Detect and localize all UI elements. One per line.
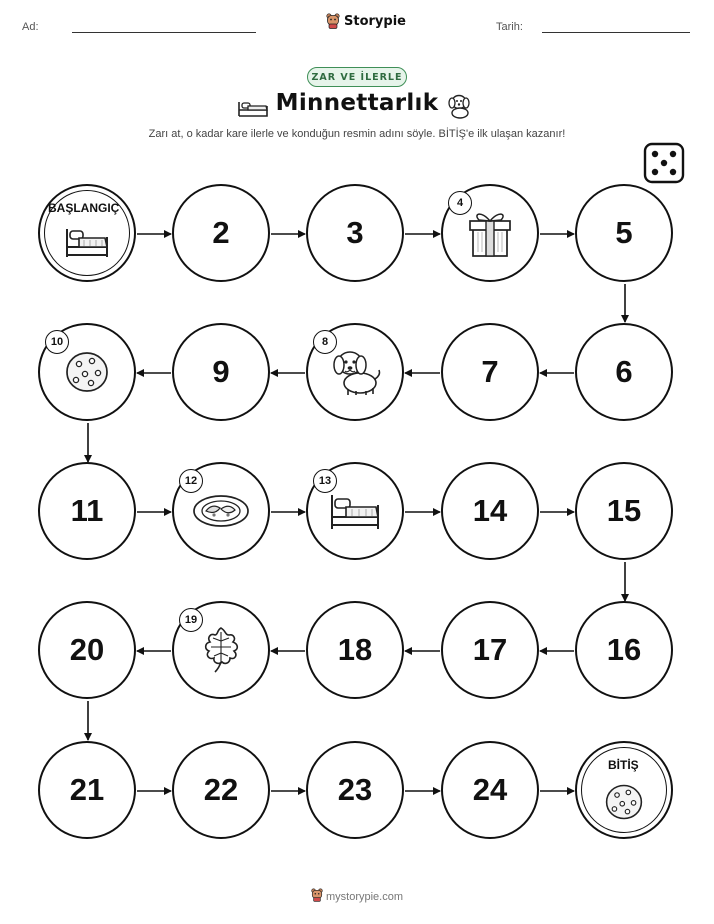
footer [0, 888, 714, 903]
finish-square [575, 741, 673, 839]
cookie-icon [64, 350, 110, 394]
brand-name: Storypie [344, 13, 406, 29]
square-number: 24 [472, 772, 508, 807]
square-number: 9 [212, 354, 230, 389]
square-number: 22 [203, 772, 239, 807]
square-number: 14 [472, 493, 508, 528]
square-number: 15 [606, 493, 642, 528]
board-square-6 [575, 323, 673, 421]
board-square-23 [306, 741, 404, 839]
bear-mascot-icon [311, 888, 323, 902]
square-number: 5 [615, 215, 633, 250]
board-square-20 [38, 601, 136, 699]
board-square-11 [38, 462, 136, 560]
instructions: Zarı at, o kadar kare ilerle ve konduğun resmin adını söyle. BİTİŞ'e ilk ulaşan kazanır! [148, 128, 566, 140]
leaf-icon [199, 625, 243, 675]
square-number: 17 [472, 632, 508, 667]
board-square-21 [38, 741, 136, 839]
square-number: 20 [69, 632, 105, 667]
gift-icon [467, 208, 513, 258]
board-square-9 [172, 323, 270, 421]
board-square-16 [575, 601, 673, 699]
square-number: 16 [606, 632, 642, 667]
square-number: 11 [70, 493, 104, 528]
board-square-18 [306, 601, 404, 699]
square-number: 18 [337, 632, 373, 667]
square-number: 3 [346, 215, 364, 250]
board-square-22 [172, 741, 270, 839]
square-number-badge: 8 [313, 330, 337, 354]
square-number-badge: 12 [179, 469, 203, 493]
board-square-24 [441, 741, 539, 839]
square-number: 2 [212, 215, 230, 250]
square-number-badge: 13 [313, 469, 337, 493]
square-number: 21 [69, 772, 105, 807]
square-number: 6 [615, 354, 633, 389]
board-square-2 [172, 184, 270, 282]
board-square-15 [575, 462, 673, 560]
board-square-7 [441, 323, 539, 421]
start-label: BAŞLANGIÇ [48, 201, 120, 215]
puppy-icon [328, 347, 382, 397]
name-label: Ad: [22, 21, 39, 33]
start-square [38, 184, 136, 282]
square-number: 7 [481, 354, 499, 389]
bed-icon [326, 489, 384, 533]
plate-icon [192, 493, 250, 529]
page-title: Minnettarlık [275, 90, 439, 116]
finish-label: BİTİŞ [608, 758, 639, 772]
board-square-3 [306, 184, 404, 282]
board-square-5 [575, 184, 673, 282]
square-number-badge: 4 [448, 191, 472, 215]
date-label: Tarih: [496, 21, 523, 33]
square-number-badge: 19 [179, 608, 203, 632]
square-number-badge: 10 [45, 330, 69, 354]
board-square-17 [441, 601, 539, 699]
bed-icon [62, 221, 112, 261]
cookie-icon [604, 782, 644, 822]
game-type-tag: ZAR VE İLERLE [307, 67, 407, 87]
footer-url[interactable]: mystorypie.com [325, 891, 404, 903]
square-number: 23 [337, 772, 373, 807]
board-square-14 [441, 462, 539, 560]
